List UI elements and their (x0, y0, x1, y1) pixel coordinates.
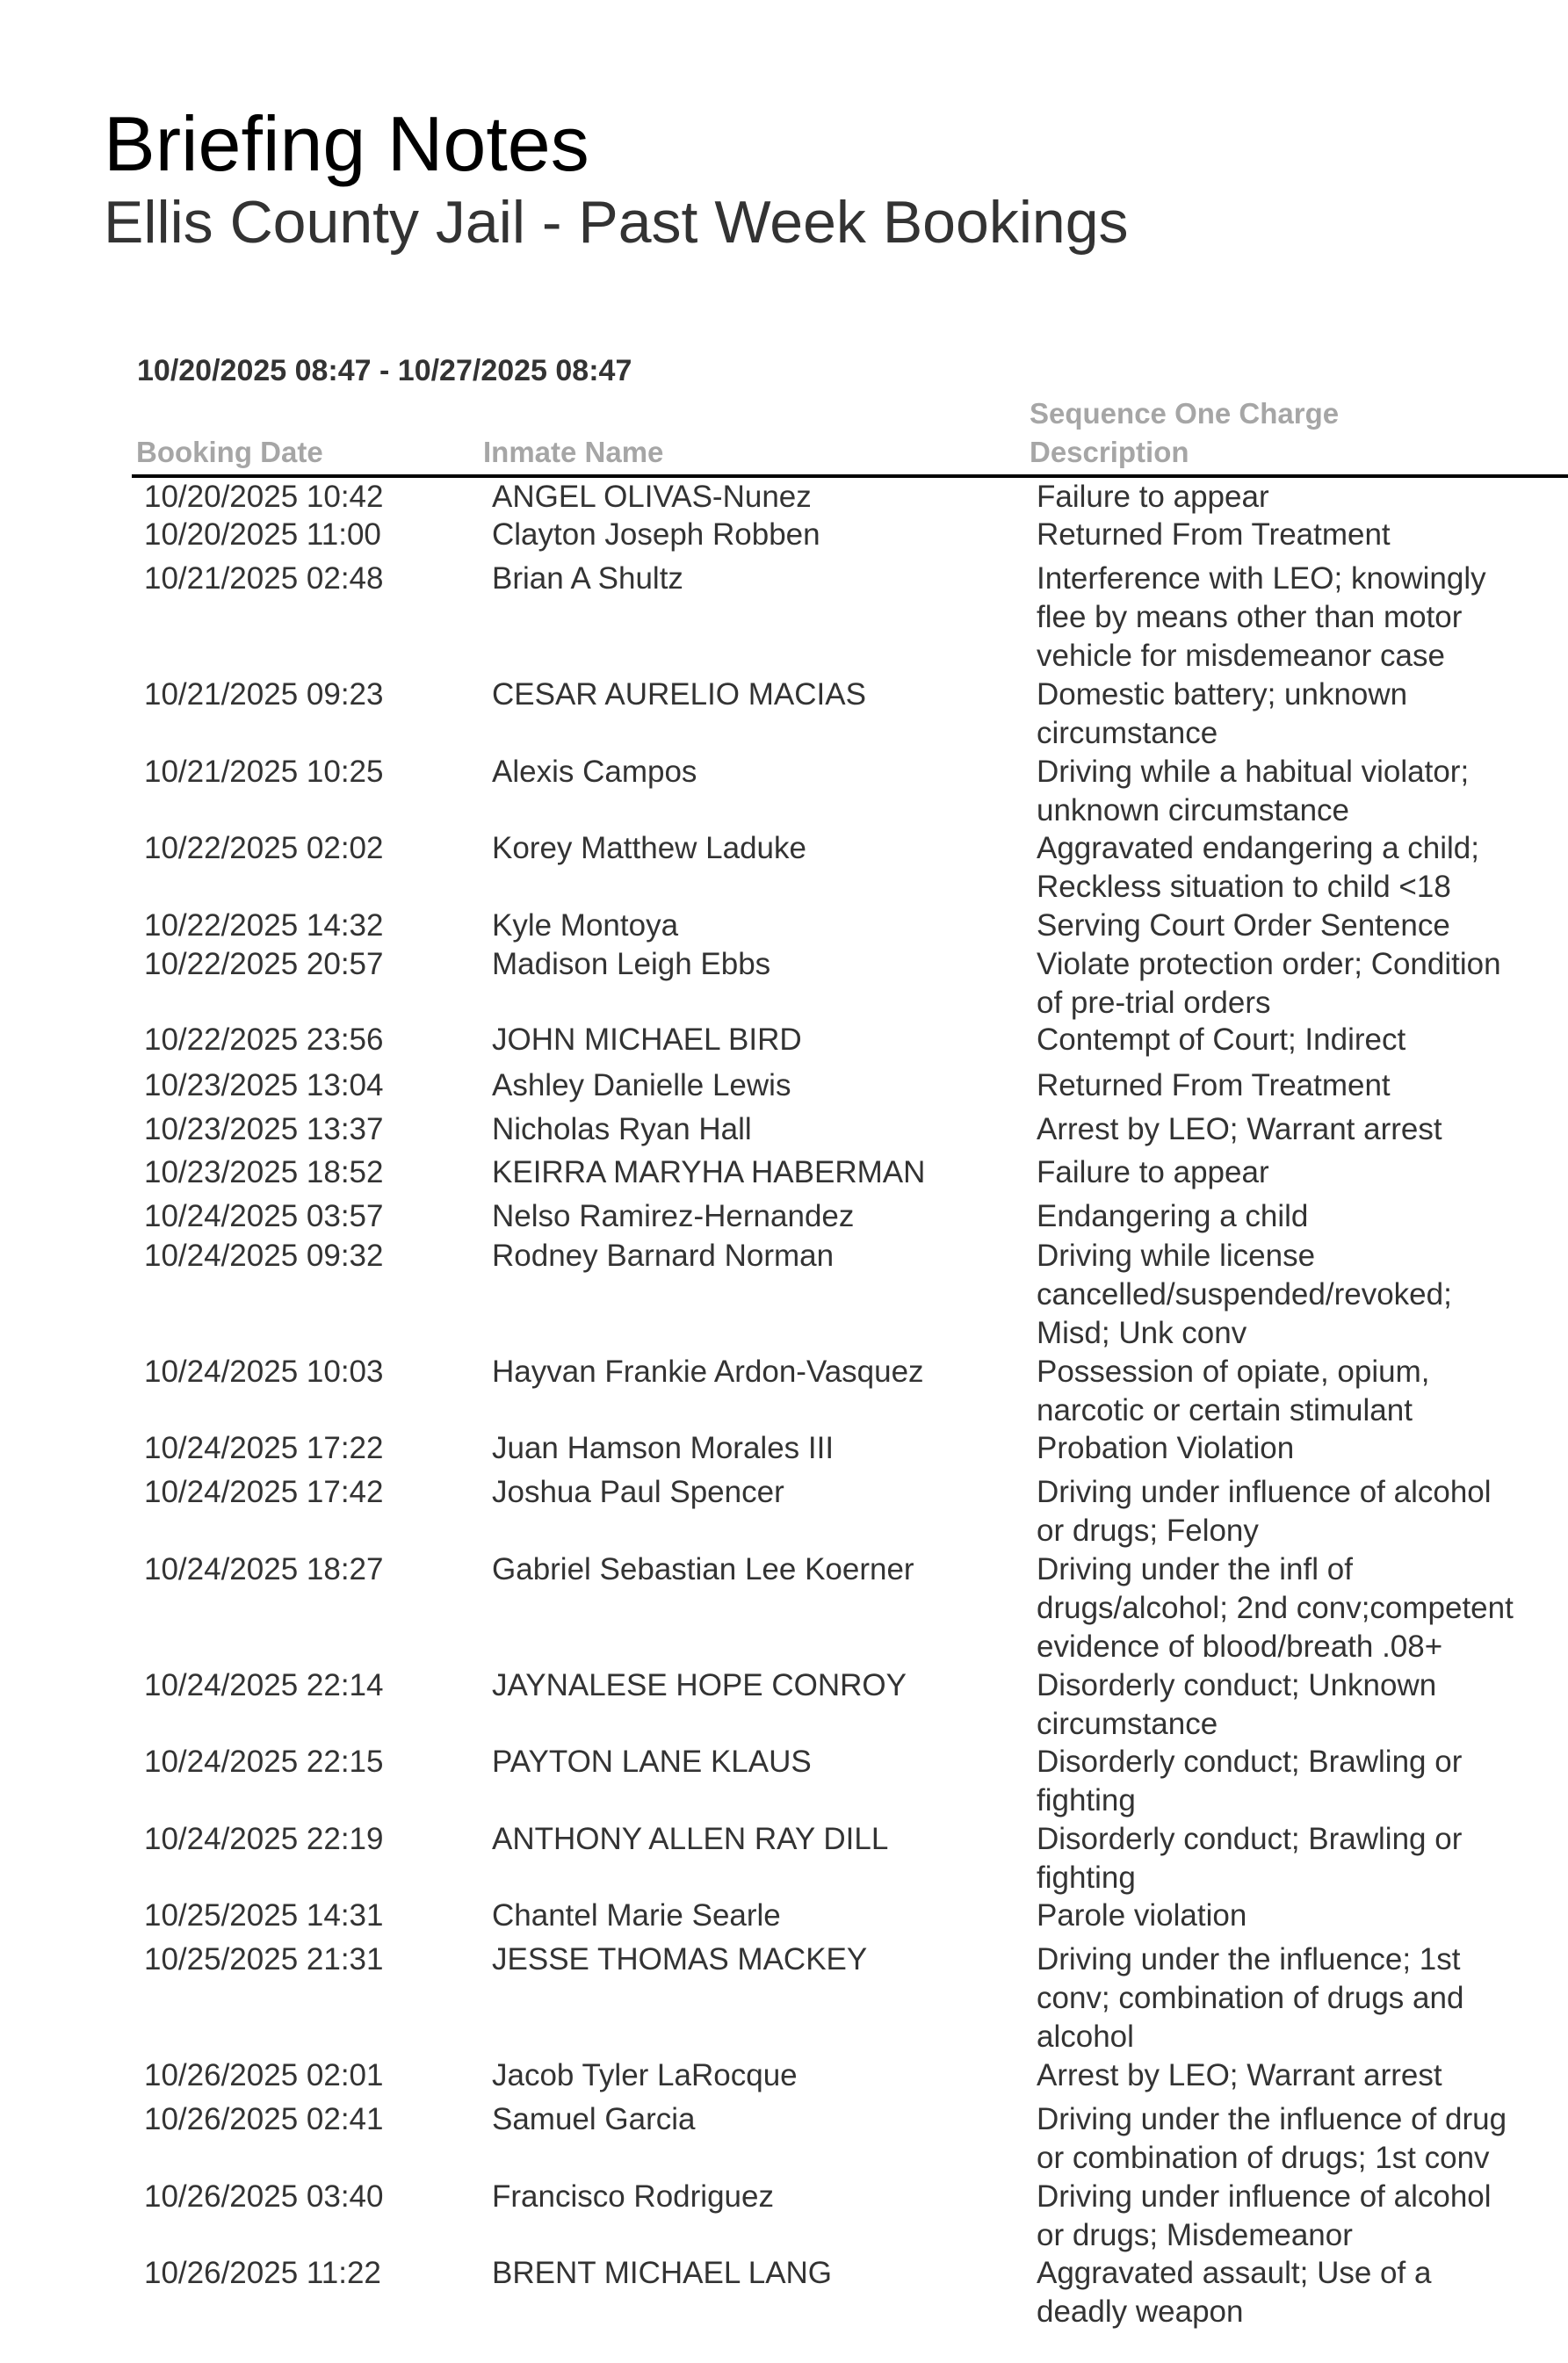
charge-description-cell (1037, 2254, 1431, 2331)
inmate-name-cell: Samuel Garcia (492, 2102, 696, 2137)
inmate-name-cell: Chantel Marie Searle (492, 1898, 781, 1933)
booking-date-cell: 10/24/2025 22:14 (144, 1668, 384, 1703)
charge-description-line: deadly weapon (1037, 2294, 1244, 2329)
charge-description-line: or drugs; Misdemeanor (1037, 2217, 1353, 2252)
booking-date-cell: 10/22/2025 02:02 (144, 831, 384, 866)
booking-date-cell: 10/24/2025 17:42 (144, 1475, 384, 1510)
inmate-name-cell: Gabriel Sebastian Lee Koerner (492, 1552, 914, 1587)
inmate-name-cell: Korey Matthew Laduke (492, 831, 806, 866)
charge-description-cell (1037, 2100, 1507, 2178)
charge-description-line: Disorderly conduct; Brawling or (1037, 1822, 1463, 1857)
charge-description-line: vehicle for misdemeanor case (1037, 638, 1445, 673)
charge-description-cell (1037, 676, 1407, 753)
inmate-name-cell: Juan Hamson Morales III (492, 1431, 835, 1466)
booking-date-cell: 10/25/2025 21:31 (144, 1942, 384, 1977)
charge-description-cell (1037, 1197, 1308, 1236)
booking-date-cell: 10/24/2025 09:32 (144, 1239, 384, 1274)
charge-description-line: Contempt of Court; Indirect (1037, 1023, 1406, 1058)
charge-description-line: Interference with LEO; knowingly (1037, 561, 1486, 596)
charge-description-cell (1037, 1473, 1492, 1550)
inmate-name-cell: JESSE THOMAS MACKEY (492, 1942, 868, 1977)
inmate-name-cell: Francisco Rodriguez (492, 2179, 774, 2215)
charge-description-cell (1037, 560, 1486, 675)
charge-description-line: flee by means other than motor (1037, 599, 1463, 634)
booking-date-cell: 10/24/2025 22:19 (144, 1822, 384, 1857)
charge-description-line: Driving under influence of alcohol (1037, 2179, 1492, 2215)
charge-description-line: fighting (1037, 1860, 1136, 1895)
inmate-name-cell: BRENT MICHAEL LANG (492, 2256, 833, 2291)
charge-description-line: Driving while license (1037, 1239, 1316, 1274)
booking-date-cell: 10/26/2025 02:01 (144, 2058, 384, 2093)
charge-description-cell (1037, 1110, 1442, 1149)
charge-description-line: circumstance (1037, 715, 1218, 750)
charge-description-line: Driving under the influence; 1st (1037, 1942, 1461, 1977)
inmate-name-cell: KEIRRA MARYHA HABERMAN (492, 1155, 926, 1190)
charge-description-cell (1037, 753, 1469, 830)
charge-description-cell (1037, 1897, 1246, 1935)
column-header-charge-line-1: Sequence One Charge (1030, 397, 1340, 430)
charge-description-line: Probation Violation (1037, 1431, 1295, 1466)
inmate-name-cell: CESAR AURELIO MACIAS (492, 677, 866, 712)
charge-description-line: drugs/alcohol; 2nd conv;competent (1037, 1590, 1514, 1625)
booking-date-cell: 10/21/2025 10:25 (144, 755, 384, 790)
charge-description-line: cancelled/suspended/revoked; (1037, 1276, 1452, 1312)
inmate-name-cell: Kyle Montoya (492, 908, 679, 943)
charge-description-line: Driving under influence of alcohol (1037, 1475, 1492, 1510)
booking-date-cell: 10/26/2025 03:40 (144, 2179, 384, 2215)
charge-description-cell (1037, 1353, 1429, 1430)
inmate-name-cell: Nicholas Ryan Hall (492, 1112, 752, 1147)
charge-description-line: Failure to appear (1037, 1155, 1269, 1190)
column-header-booking-date: Booking Date (136, 436, 323, 468)
booking-date-cell: 10/20/2025 10:42 (144, 480, 384, 515)
charge-description-line: Driving under the infl of (1037, 1552, 1353, 1587)
booking-date-cell: 10/21/2025 09:23 (144, 677, 384, 712)
charge-description-cell (1037, 1153, 1269, 1192)
inmate-name-cell: Alexis Campos (492, 755, 697, 790)
inmate-name-cell: JOHN MICHAEL BIRD (492, 1023, 802, 1058)
booking-date-cell: 10/24/2025 10:03 (144, 1355, 384, 1390)
booking-date-cell: 10/23/2025 13:04 (144, 1068, 384, 1103)
inmate-name-cell: Ashley Danielle Lewis (492, 1068, 791, 1103)
booking-date-cell: 10/23/2025 13:37 (144, 1112, 384, 1147)
charge-description-cell (1037, 1666, 1436, 1744)
charge-description-line: evidence of blood/breath .08+ (1037, 1629, 1443, 1664)
booking-date-cell: 10/22/2025 14:32 (144, 908, 384, 943)
charge-description-line: conv; combination of drugs and (1037, 1980, 1464, 2015)
charge-description-cell (1037, 945, 1501, 1023)
charge-description-cell (1037, 829, 1479, 907)
charge-description-line: Disorderly conduct; Brawling or (1037, 1745, 1463, 1780)
charge-description-line: Domestic battery; unknown (1037, 677, 1408, 712)
inmate-name-cell: JAYNALESE HOPE CONROY (492, 1668, 907, 1703)
charge-description-cell (1037, 1743, 1462, 1820)
booking-date-cell: 10/21/2025 02:48 (144, 561, 384, 596)
column-header-charge-description (1030, 394, 1339, 472)
inmate-name-cell: ANGEL OLIVAS-Nunez (492, 480, 812, 515)
booking-date-cell: 10/25/2025 14:31 (144, 1898, 384, 1933)
charge-description-line: unknown circumstance (1037, 792, 1349, 827)
charge-description-line: Parole violation (1037, 1898, 1247, 1933)
charge-description-cell (1037, 1066, 1391, 1105)
charge-description-line: Endangering a child (1037, 1199, 1309, 1234)
charge-description-line: Driving under the influence of drug (1037, 2102, 1507, 2137)
charge-description-cell (1037, 1820, 1462, 1897)
date-range: 10/20/2025 08:47 - 10/27/2025 08:47 (137, 354, 632, 387)
charge-description-line: Arrest by LEO; Warrant arrest (1037, 2058, 1442, 2093)
charge-description-line: Aggravated assault; Use of a (1037, 2256, 1432, 2291)
inmate-name-cell: Madison Leigh Ebbs (492, 947, 771, 982)
booking-date-cell: 10/24/2025 17:22 (144, 1431, 384, 1466)
booking-date-cell: 10/20/2025 11:00 (144, 517, 381, 553)
charge-description-line: Returned From Treatment (1037, 1068, 1391, 1103)
charge-description-line: fighting (1037, 1782, 1136, 1817)
inmate-name-cell: Rodney Barnard Norman (492, 1239, 835, 1274)
inmate-name-cell: Hayvan Frankie Ardon-Vasquez (492, 1355, 924, 1390)
charge-description-line: Aggravated endangering a child; (1037, 831, 1479, 866)
charge-description-cell (1037, 2056, 1442, 2095)
charge-description-cell (1037, 907, 1450, 945)
booking-date-cell: 10/24/2025 18:27 (144, 1552, 384, 1587)
charge-description-line: Driving while a habitual violator; (1037, 755, 1470, 790)
charge-description-line: narcotic or certain stimulant (1037, 1392, 1413, 1427)
charge-description-line: or drugs; Felony (1037, 1513, 1259, 1548)
charge-description-line: alcohol (1037, 2019, 1134, 2054)
charge-description-line: Disorderly conduct; Unknown (1037, 1668, 1437, 1703)
inmate-name-cell: Jacob Tyler LaRocque (492, 2058, 798, 2093)
booking-date-cell: 10/26/2025 11:22 (144, 2256, 381, 2291)
charge-description-line: or combination of drugs; 1st conv (1037, 2140, 1490, 2175)
charge-description-line: circumstance (1037, 1706, 1218, 1741)
inmate-name-cell: Clayton Joseph Robben (492, 517, 820, 553)
inmate-name-cell: Joshua Paul Spencer (492, 1475, 784, 1510)
inmate-name-cell: PAYTON LANE KLAUS (492, 1745, 812, 1780)
charge-description-line: of pre-trial orders (1037, 985, 1271, 1020)
inmate-name-cell: Nelso Ramirez-Hernandez (492, 1199, 855, 1234)
charge-description-line: Violate protection order; Condition (1037, 947, 1501, 982)
charge-description-cell (1037, 1940, 1463, 2056)
charge-description-cell (1037, 2178, 1492, 2255)
charge-description-cell (1037, 478, 1269, 517)
charge-description-line: Returned From Treatment (1037, 517, 1391, 553)
charge-description-line: Possession of opiate, opium, (1037, 1355, 1430, 1390)
charge-description-cell (1037, 1429, 1294, 1468)
charge-description-line: Arrest by LEO; Warrant arrest (1037, 1112, 1442, 1147)
booking-date-cell: 10/22/2025 20:57 (144, 947, 384, 982)
charge-description-cell (1037, 516, 1391, 554)
document-title: Briefing Notes (104, 100, 589, 187)
charge-description-cell (1037, 1237, 1452, 1352)
charge-description-line: Misd; Unk conv (1037, 1315, 1247, 1350)
inmate-name-cell: Brian A Shultz (492, 561, 683, 596)
booking-date-cell: 10/24/2025 03:57 (144, 1199, 384, 1234)
booking-date-cell: 10/22/2025 23:56 (144, 1023, 384, 1058)
column-header-inmate-name: Inmate Name (483, 436, 664, 468)
charge-description-cell (1037, 1021, 1405, 1059)
booking-date-cell: 10/24/2025 22:15 (144, 1745, 384, 1780)
column-header-charge-line-2: Description (1030, 436, 1189, 468)
inmate-name-cell: ANTHONY ALLEN RAY DILL (492, 1822, 889, 1857)
charge-description-line: Failure to appear (1037, 480, 1269, 515)
charge-description-line: Reckless situation to child <18 (1037, 869, 1451, 904)
booking-date-cell: 10/23/2025 18:52 (144, 1155, 384, 1190)
charge-description-line: Serving Court Order Sentence (1037, 908, 1450, 943)
charge-description-cell (1037, 1550, 1514, 1666)
booking-date-cell: 10/26/2025 02:41 (144, 2102, 384, 2137)
document-subtitle: Ellis County Jail - Past Week Bookings (104, 189, 1129, 256)
